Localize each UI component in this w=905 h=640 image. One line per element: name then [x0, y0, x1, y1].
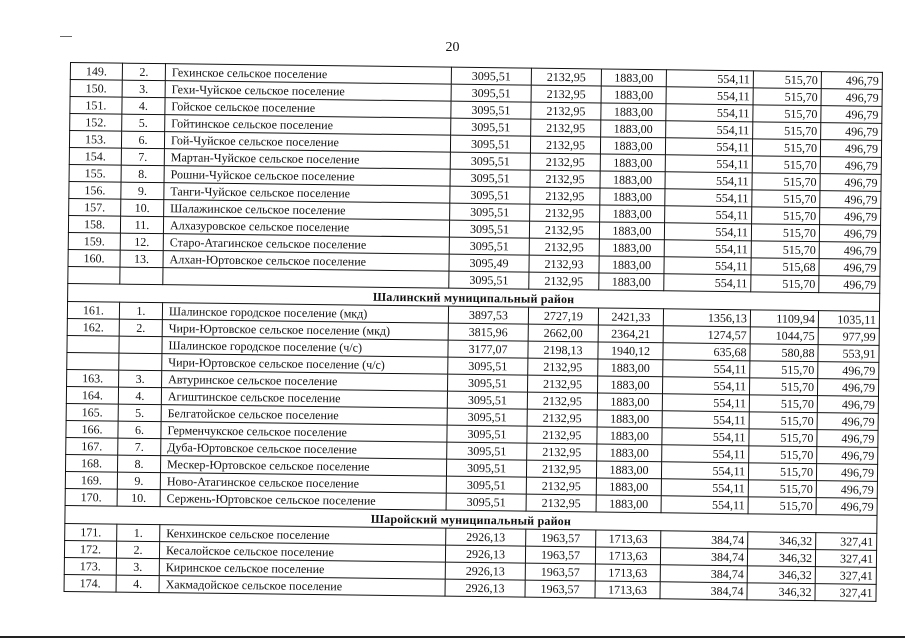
row-sub-number — [119, 336, 162, 354]
tariff-value-2: 2132,95 — [530, 136, 600, 154]
row-number: 159. — [68, 232, 120, 250]
tariff-value-3: 1713,63 — [596, 530, 661, 548]
tariff-value-3: 1713,63 — [595, 581, 660, 599]
tariff-value-2: 2132,95 — [529, 238, 599, 256]
tariff-value-4: 1274,57 — [663, 326, 750, 344]
row-number: 160. — [68, 249, 120, 267]
page-bottom-border — [0, 636, 905, 638]
tariff-value-1: 3897,53 — [448, 306, 528, 324]
tariff-value-3: 1883,00 — [601, 120, 666, 138]
row-number: 156. — [69, 181, 121, 199]
tariff-value-6: 327,41 — [815, 550, 876, 568]
tariff-value-6: 496,79 — [817, 413, 878, 431]
tariff-value-4: 554,11 — [664, 240, 751, 258]
tariff-value-6: 327,41 — [815, 584, 876, 602]
row-sub-number: 4. — [122, 97, 165, 115]
tariff-value-3: 1883,00 — [600, 188, 665, 206]
tariff-value-6: 496,79 — [816, 464, 877, 482]
tariff-value-6: 496,79 — [821, 123, 882, 141]
settlement-name: Хакмадойское сельское поселение — [159, 576, 445, 596]
tariff-value-2: 2132,95 — [530, 204, 600, 222]
row-number: 150. — [70, 80, 122, 98]
row-sub-number: 9. — [121, 182, 164, 200]
tariff-value-1: 3095,51 — [451, 67, 531, 85]
tariff-value-6: 496,79 — [819, 276, 880, 294]
tariff-value-4: 554,11 — [666, 87, 753, 105]
tariff-value-2: 1963,57 — [525, 546, 595, 564]
tariff-value-6: 496,79 — [817, 447, 878, 465]
tariff-value-5: 515,70 — [749, 378, 817, 396]
settlement-name: Шалинское городское поселение (ч/с) — [162, 337, 448, 357]
tariff-value-5: 580,88 — [750, 344, 818, 362]
tariff-value-4: 554,11 — [662, 411, 749, 429]
tariff-value-4: 554,11 — [664, 274, 751, 292]
tariff-value-2: 1963,57 — [525, 563, 595, 581]
row-sub-number: 12. — [120, 233, 163, 251]
tariff-value-6: 496,79 — [820, 208, 881, 226]
tariff-value-2: 2132,95 — [530, 187, 600, 205]
tariff-value-5: 515,70 — [751, 275, 819, 293]
tariff-value-5: 515,70 — [749, 395, 817, 413]
tariff-value-2: 2132,95 — [531, 102, 601, 120]
tariff-value-4: 554,11 — [664, 257, 751, 275]
settlement-name: Гехи-Чуйское сельское поселение — [165, 81, 451, 101]
tariff-value-1: 3095,51 — [450, 186, 530, 204]
tariff-table-wrapper — [64, 62, 882, 602]
tariff-value-4: 384,74 — [660, 565, 747, 583]
tariff-value-2: 2132,95 — [527, 426, 597, 444]
row-sub-number: 1. — [119, 302, 162, 320]
row-number: 174. — [64, 574, 116, 592]
tariff-value-3: 1883,00 — [600, 154, 665, 172]
tariff-value-4: 554,11 — [662, 428, 749, 446]
tariff-value-4: 554,11 — [665, 172, 752, 190]
settlement-name: Чири-Юртовское сельское поселение (ч/с) — [162, 354, 448, 374]
tariff-value-5: 515,70 — [752, 139, 820, 157]
row-number: 149. — [70, 63, 122, 81]
tariff-value-6: 496,79 — [819, 259, 880, 277]
row-number: 158. — [68, 215, 120, 233]
tariff-value-5: 515,70 — [753, 105, 821, 123]
settlement-name: Герменчукское сельское поселение — [161, 422, 447, 442]
row-sub-number: 8. — [117, 455, 160, 473]
tariff-value-1: 3095,51 — [447, 391, 527, 409]
tariff-value-1: 3095,51 — [446, 493, 526, 511]
tariff-value-1: 3095,51 — [449, 237, 529, 255]
tariff-value-5: 515,70 — [753, 88, 821, 106]
row-number: 151. — [70, 97, 122, 115]
tariff-value-2: 2132,95 — [530, 153, 600, 171]
row-number: 154. — [69, 147, 121, 165]
settlement-name: Сержень-Юртовское сельское поселение — [160, 490, 446, 510]
tariff-value-3: 1883,00 — [596, 461, 661, 479]
tariff-value-1: 3095,51 — [451, 101, 531, 119]
row-number: 171. — [65, 523, 117, 541]
tariff-value-6: 496,79 — [816, 498, 877, 516]
tariff-value-5: 515,70 — [749, 429, 817, 447]
row-number: 165. — [66, 403, 118, 421]
tariff-value-4: 635,68 — [663, 343, 750, 361]
row-number: 162. — [67, 318, 119, 336]
tariff-value-1: 3095,51 — [450, 135, 530, 153]
row-number: 166. — [66, 420, 118, 438]
tariff-value-6: 496,79 — [820, 157, 881, 175]
settlement-name: Агиштинское сельское поселение — [161, 388, 447, 408]
row-number — [67, 352, 119, 370]
tariff-value-5: 346,32 — [748, 532, 816, 550]
table-body — [64, 63, 882, 602]
row-sub-number: 1. — [117, 524, 160, 542]
row-number: 170. — [65, 488, 117, 506]
tariff-value-5: 346,32 — [747, 566, 815, 584]
tariff-value-5: 515,70 — [748, 463, 816, 481]
row-number: 173. — [64, 557, 116, 575]
row-number: 155. — [69, 164, 121, 182]
tariff-value-2: 2727,19 — [528, 307, 598, 325]
row-number — [67, 335, 119, 353]
tariff-value-3: 1883,00 — [597, 410, 662, 428]
tariff-value-5: 515,70 — [749, 446, 817, 464]
tariff-value-2: 2662,00 — [528, 324, 598, 342]
tariff-value-6: 496,79 — [821, 89, 882, 107]
settlement-name: Мартан-Чуйское сельское поселение — [164, 149, 450, 169]
tariff-value-2: 2132,95 — [531, 119, 601, 137]
tariff-value-2: 2132,95 — [531, 85, 601, 103]
settlement-name: Старо-Атагинское сельское поселение — [163, 234, 449, 254]
tariff-value-3: 1883,00 — [599, 256, 664, 274]
tariff-value-6: 496,79 — [820, 140, 881, 158]
tariff-value-2: 2132,95 — [531, 68, 601, 86]
tariff-value-2: 2132,95 — [526, 477, 596, 495]
tariff-value-4: 554,11 — [661, 496, 748, 514]
tariff-value-6: 553,91 — [818, 345, 879, 363]
row-sub-number: 11. — [120, 216, 163, 234]
tariff-value-5: 515,70 — [748, 497, 816, 515]
tariff-value-1: 3095,49 — [449, 254, 529, 272]
tariff-value-5: 515,70 — [752, 173, 820, 191]
tariff-table — [64, 62, 883, 602]
tariff-value-2: 2198,13 — [528, 341, 598, 359]
section-title: Шаройский муниципальный район — [65, 505, 877, 533]
row-sub-number: 8. — [121, 165, 164, 183]
tariff-value-6: 496,79 — [817, 396, 878, 414]
tariff-value-4: 554,11 — [666, 70, 753, 88]
tariff-value-3: 1883,00 — [597, 444, 662, 462]
settlement-name: Гехинское сельское поселение — [165, 64, 451, 84]
tariff-value-4: 384,74 — [660, 582, 747, 600]
tariff-value-5: 515,70 — [751, 241, 819, 259]
tariff-value-4: 554,11 — [665, 155, 752, 173]
tariff-value-1: 3095,51 — [448, 357, 528, 375]
tariff-value-4: 554,11 — [665, 138, 752, 156]
row-number: 169. — [65, 471, 117, 489]
tariff-value-5: 515,70 — [750, 361, 818, 379]
tariff-value-3: 1883,00 — [597, 427, 662, 445]
tariff-value-6: 496,79 — [820, 191, 881, 209]
row-sub-number: 7. — [118, 438, 161, 456]
tariff-value-6: 496,79 — [820, 174, 881, 192]
row-number — [68, 266, 120, 284]
tariff-value-1: 3095,51 — [447, 408, 527, 426]
tariff-value-3: 2421,33 — [598, 308, 663, 326]
tariff-value-3: 1883,00 — [600, 205, 665, 223]
tariff-value-3: 1883,00 — [598, 359, 663, 377]
tariff-value-3: 1883,00 — [596, 495, 661, 513]
tariff-value-3: 1883,00 — [599, 222, 664, 240]
row-number: 163. — [67, 369, 119, 387]
row-sub-number: 10. — [117, 489, 160, 507]
tariff-value-2: 2132,95 — [528, 358, 598, 376]
tariff-value-4: 554,11 — [661, 462, 748, 480]
tariff-value-1: 2926,13 — [446, 528, 526, 546]
tariff-value-4: 384,74 — [660, 548, 747, 566]
tariff-value-4: 554,11 — [662, 394, 749, 412]
row-number: 168. — [65, 454, 117, 472]
row-sub-number: 2. — [119, 319, 162, 337]
tariff-value-6: 496,79 — [817, 379, 878, 397]
tariff-value-2: 2132,93 — [529, 255, 599, 273]
tariff-value-6: 496,79 — [821, 72, 882, 90]
row-sub-number: 10. — [121, 199, 164, 217]
tariff-value-6: 496,79 — [817, 430, 878, 448]
tariff-value-3: 1883,00 — [601, 103, 666, 121]
tariff-value-5: 515,70 — [749, 412, 817, 430]
row-sub-number: 9. — [117, 472, 160, 490]
row-number: 164. — [66, 386, 118, 404]
row-sub-number: 3. — [119, 370, 162, 388]
tariff-value-6: 977,99 — [818, 328, 879, 346]
row-sub-number: 5. — [118, 404, 161, 422]
tariff-value-4: 554,11 — [663, 360, 750, 378]
tariff-value-5: 515,70 — [753, 122, 821, 140]
settlement-name: Гойтинское сельское поселение — [165, 115, 451, 135]
tariff-value-1: 3095,51 — [449, 220, 529, 238]
tariff-value-4: 554,11 — [666, 104, 753, 122]
tariff-value-2: 2132,95 — [528, 375, 598, 393]
tariff-value-3: 1883,00 — [601, 86, 666, 104]
tariff-value-1: 2926,13 — [445, 562, 525, 580]
tariff-value-5: 515,70 — [753, 71, 821, 89]
tariff-value-1: 3095,51 — [446, 476, 526, 494]
row-sub-number — [120, 267, 163, 285]
settlement-name: Шалажинское сельское поселение — [164, 200, 450, 220]
tariff-value-5: 346,32 — [747, 583, 815, 601]
tariff-value-3: 2364,21 — [598, 325, 663, 343]
tariff-value-2: 2132,95 — [529, 221, 599, 239]
tariff-value-2: 2132,95 — [526, 460, 596, 478]
row-number: 161. — [67, 301, 119, 319]
tariff-value-3: 1883,00 — [597, 376, 662, 394]
settlement-name: Рошни-Чуйское сельское поселение — [164, 166, 450, 186]
tariff-value-5: 346,32 — [747, 549, 815, 567]
tariff-value-2: 2132,95 — [529, 272, 599, 290]
tariff-value-4: 554,11 — [665, 189, 752, 207]
row-sub-number: 4. — [116, 575, 159, 593]
tariff-value-5: 515,70 — [748, 480, 816, 498]
settlement-name: Чири-Юртовское сельское поселение (мкд) — [162, 320, 448, 340]
tariff-value-1: 3815,96 — [448, 323, 528, 341]
tariff-value-6: 327,41 — [815, 567, 876, 585]
tariff-value-1: 3095,51 — [447, 442, 527, 460]
row-number: 152. — [70, 114, 122, 132]
tariff-value-3: 1883,00 — [600, 171, 665, 189]
tariff-value-5: 515,70 — [752, 207, 820, 225]
tariff-value-3: 1883,00 — [596, 478, 661, 496]
settlement-name: Ново-Атагинское сельское поселение — [160, 473, 446, 493]
tariff-value-5: 1044,75 — [750, 327, 818, 345]
tariff-value-3: 1883,00 — [599, 273, 664, 291]
tariff-value-6: 1035,11 — [818, 311, 879, 329]
tariff-value-6: 496,79 — [819, 242, 880, 260]
tariff-value-5: 515,70 — [752, 190, 820, 208]
row-sub-number: 13. — [120, 250, 163, 268]
settlement-name: Дуба-Юртовское сельское поселение — [161, 439, 447, 459]
tariff-value-1: 3095,51 — [450, 152, 530, 170]
settlement-name: Алхазуровское сельское поселение — [163, 217, 449, 237]
tariff-value-6: 496,79 — [821, 106, 882, 124]
tariff-value-1: 3095,51 — [446, 459, 526, 477]
settlement-name: Автуринское сельское поселение — [162, 371, 448, 391]
row-sub-number: 2. — [116, 541, 159, 559]
tariff-value-1: 3095,51 — [448, 374, 528, 392]
tariff-value-1: 3095,51 — [451, 118, 531, 136]
tariff-value-2: 2132,95 — [526, 494, 596, 512]
tariff-value-4: 1356,13 — [663, 309, 750, 327]
tariff-value-2: 2132,95 — [530, 170, 600, 188]
settlement-name: Шалинское городское поселение (мкд) — [162, 303, 448, 323]
row-sub-number: 3. — [122, 80, 165, 98]
tariff-value-1: 3095,51 — [450, 169, 530, 187]
row-sub-number: 6. — [121, 131, 164, 149]
settlement-name: Киринское сельское поселение — [159, 559, 445, 579]
tariff-value-6: 327,41 — [816, 533, 877, 551]
tariff-value-3: 1940,12 — [598, 342, 663, 360]
row-number: 167. — [66, 437, 118, 455]
row-sub-number: 4. — [118, 387, 161, 405]
settlement-name: Танги-Чуйское сельское поселение — [164, 183, 450, 203]
tariff-value-2: 1963,57 — [526, 529, 596, 547]
row-sub-number: 7. — [121, 148, 164, 166]
settlement-name: Кенхинское сельское поселение — [160, 525, 446, 545]
settlement-name: Белгатойское сельское поселение — [161, 405, 447, 425]
tariff-value-1: 3177,07 — [448, 340, 528, 358]
tariff-value-4: 554,11 — [666, 121, 753, 139]
tariff-value-4: 384,74 — [661, 531, 748, 549]
tariff-value-4: 554,11 — [661, 479, 748, 497]
settlement-name: Гойское сельское поселение — [165, 98, 451, 118]
scan-mark — [60, 36, 72, 37]
tariff-value-5: 1109,94 — [750, 310, 818, 328]
settlement-name: Мескер-Юртовское сельское поселение — [160, 456, 446, 476]
tariff-value-2: 2132,95 — [527, 443, 597, 461]
tariff-value-3: 1883,00 — [601, 69, 666, 87]
row-number: 172. — [64, 540, 116, 558]
tariff-value-6: 496,79 — [818, 362, 879, 380]
settlement-name: Алхан-Юртовское сельское поселение — [163, 251, 449, 271]
page-number: 20 — [445, 40, 460, 55]
tariff-value-4: 554,11 — [662, 445, 749, 463]
tariff-value-1: 3095,51 — [451, 84, 531, 102]
tariff-value-4: 554,11 — [665, 206, 752, 224]
tariff-value-2: 2132,95 — [527, 409, 597, 427]
tariff-value-3: 1713,63 — [595, 564, 660, 582]
tariff-value-1: 3095,51 — [447, 425, 527, 443]
row-sub-number: 2. — [122, 63, 165, 81]
tariff-value-1: 3095,51 — [450, 203, 530, 221]
tariff-value-1: 3095,51 — [449, 271, 529, 289]
row-sub-number — [119, 353, 162, 371]
row-sub-number: 5. — [122, 114, 165, 132]
tariff-value-2: 2132,95 — [527, 392, 597, 410]
tariff-value-3: 1883,00 — [600, 137, 665, 155]
tariff-value-2: 1963,57 — [525, 580, 595, 598]
row-number: 157. — [69, 198, 121, 216]
tariff-value-5: 515,70 — [752, 156, 820, 174]
tariff-value-4: 554,11 — [664, 223, 751, 241]
tariff-value-1: 2926,13 — [445, 545, 525, 563]
settlement-name: Гой-Чуйское сельское поселение — [164, 132, 450, 152]
tariff-value-3: 1883,00 — [599, 239, 664, 257]
tariff-value-5: 515,68 — [751, 258, 819, 276]
tariff-value-6: 496,79 — [819, 225, 880, 243]
tariff-value-3: 1883,00 — [597, 393, 662, 411]
tariff-value-5: 515,70 — [751, 224, 819, 242]
tariff-value-1: 2926,13 — [445, 579, 525, 597]
tariff-value-6: 496,79 — [816, 481, 877, 499]
row-sub-number: 3. — [116, 558, 159, 576]
tariff-value-4: 554,11 — [662, 377, 749, 395]
row-number: 153. — [69, 131, 121, 149]
row-sub-number: 6. — [118, 421, 161, 439]
tariff-value-3: 1713,63 — [595, 547, 660, 565]
section-title: Шалинский муниципальный район — [68, 283, 880, 311]
settlement-name: Кесалойское сельское поселение — [159, 542, 445, 562]
